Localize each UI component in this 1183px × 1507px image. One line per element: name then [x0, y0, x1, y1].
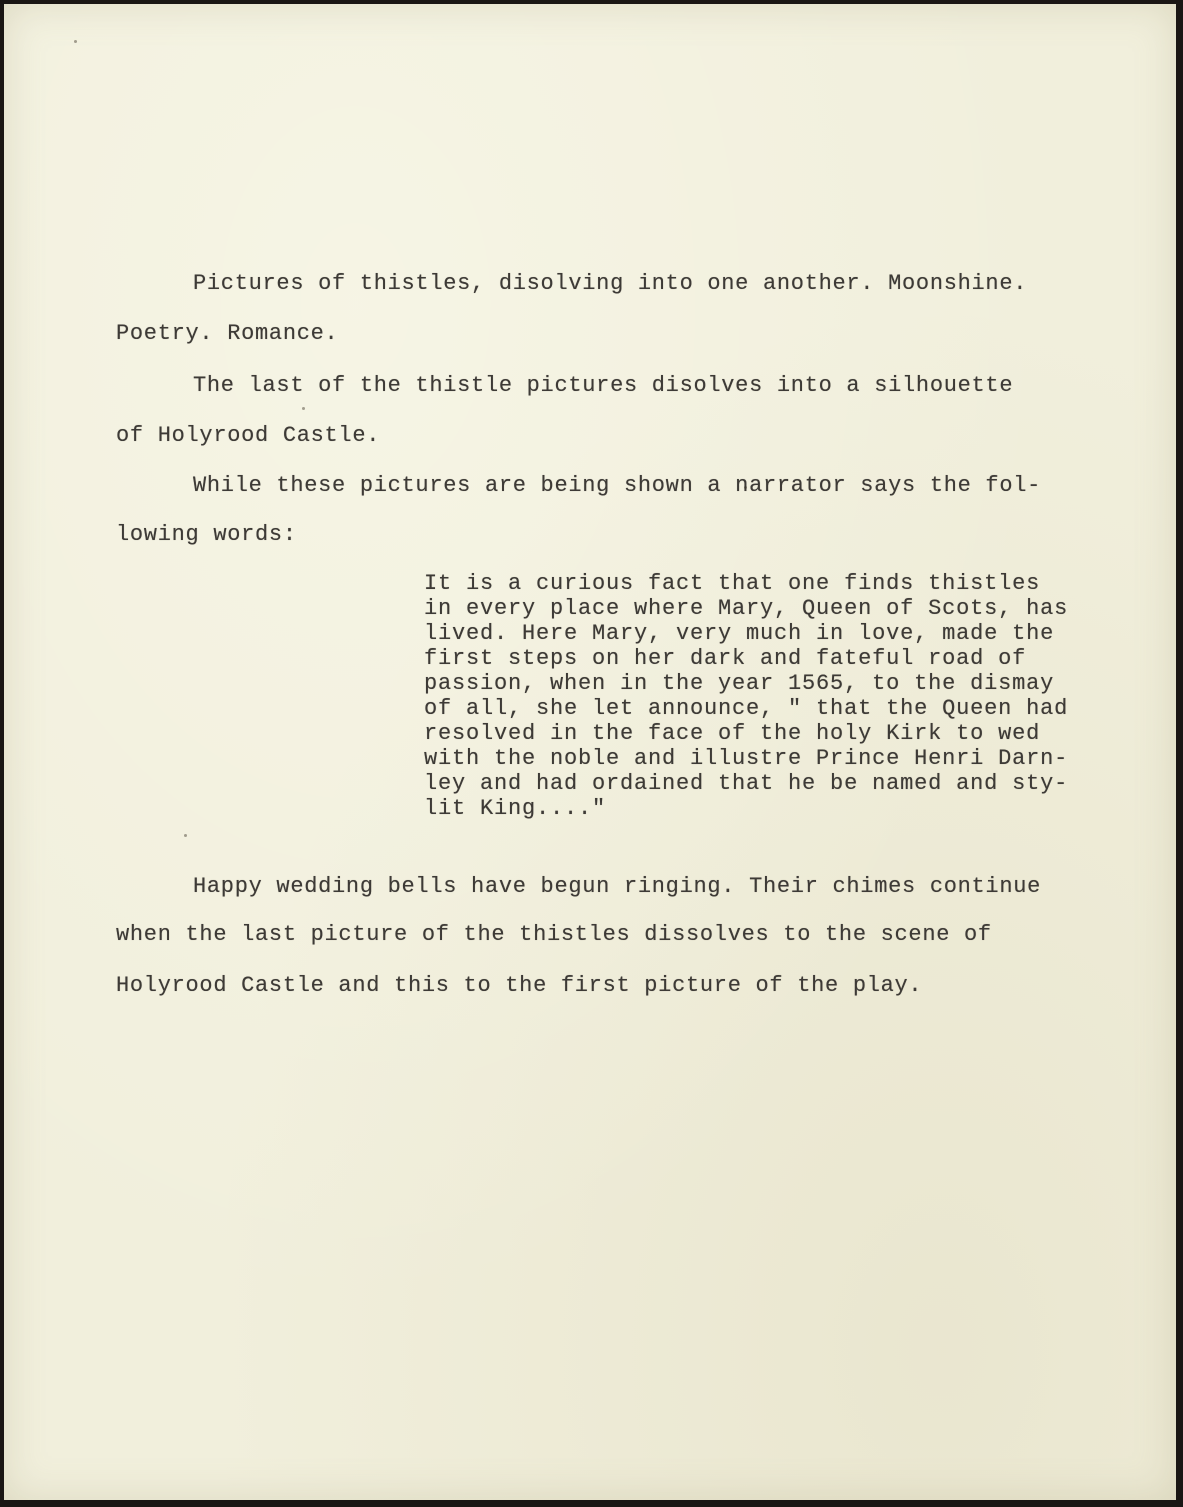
narration-line-7: resolved in the face of the holy Kirk to wed — [424, 721, 1041, 746]
paragraph-3-line-2: lowing words: — [116, 522, 297, 547]
paper-speck — [302, 407, 305, 410]
narration-line-4: first steps on her dark and fateful road of — [424, 646, 1027, 671]
narration-line-5: passion, when in the year 1565, to the dismay — [424, 671, 1055, 696]
narration-line-3: lived. Here Mary, very much in love, made the — [424, 621, 1055, 646]
typewritten-page — [4, 4, 1176, 1500]
paragraph-1-line-1: Pictures of thistles, disolving into one another. Moonshine. — [193, 271, 1028, 296]
paragraph-2-line-1: The last of the thistle pictures disolves into a silhouette — [193, 373, 1014, 398]
paper-speck — [74, 40, 77, 43]
paragraph-1-line-2: Poetry. Romance. — [116, 321, 339, 346]
narration-line-10: lit King...." — [424, 796, 607, 821]
paper-speck — [184, 834, 187, 837]
closing-line-3: Holyrood Castle and this to the first picture of the play. — [116, 973, 923, 998]
paper-speck — [744, 486, 747, 489]
paragraph-3-line-1: While these pictures are being shown a narrator says the fol- — [193, 473, 1042, 498]
narration-line-2: in every place where Mary, Queen of Scots, has — [424, 596, 1069, 621]
closing-line-2: when the last picture of the thistles dissolves to the scene of — [116, 922, 992, 947]
narration-line-1: It is a curious fact that one finds thistles — [424, 571, 1041, 596]
narration-line-6: of all, she let announce, " that the Queen had — [424, 696, 1069, 721]
narration-line-9: ley and had ordained that he be named and sty- — [424, 771, 1069, 796]
narration-line-8: with the noble and illustre Prince Henri Darn- — [424, 746, 1069, 771]
paragraph-2-line-2: of Holyrood Castle. — [116, 423, 381, 448]
closing-line-1: Happy wedding bells have begun ringing. Their chimes continue — [193, 874, 1042, 899]
